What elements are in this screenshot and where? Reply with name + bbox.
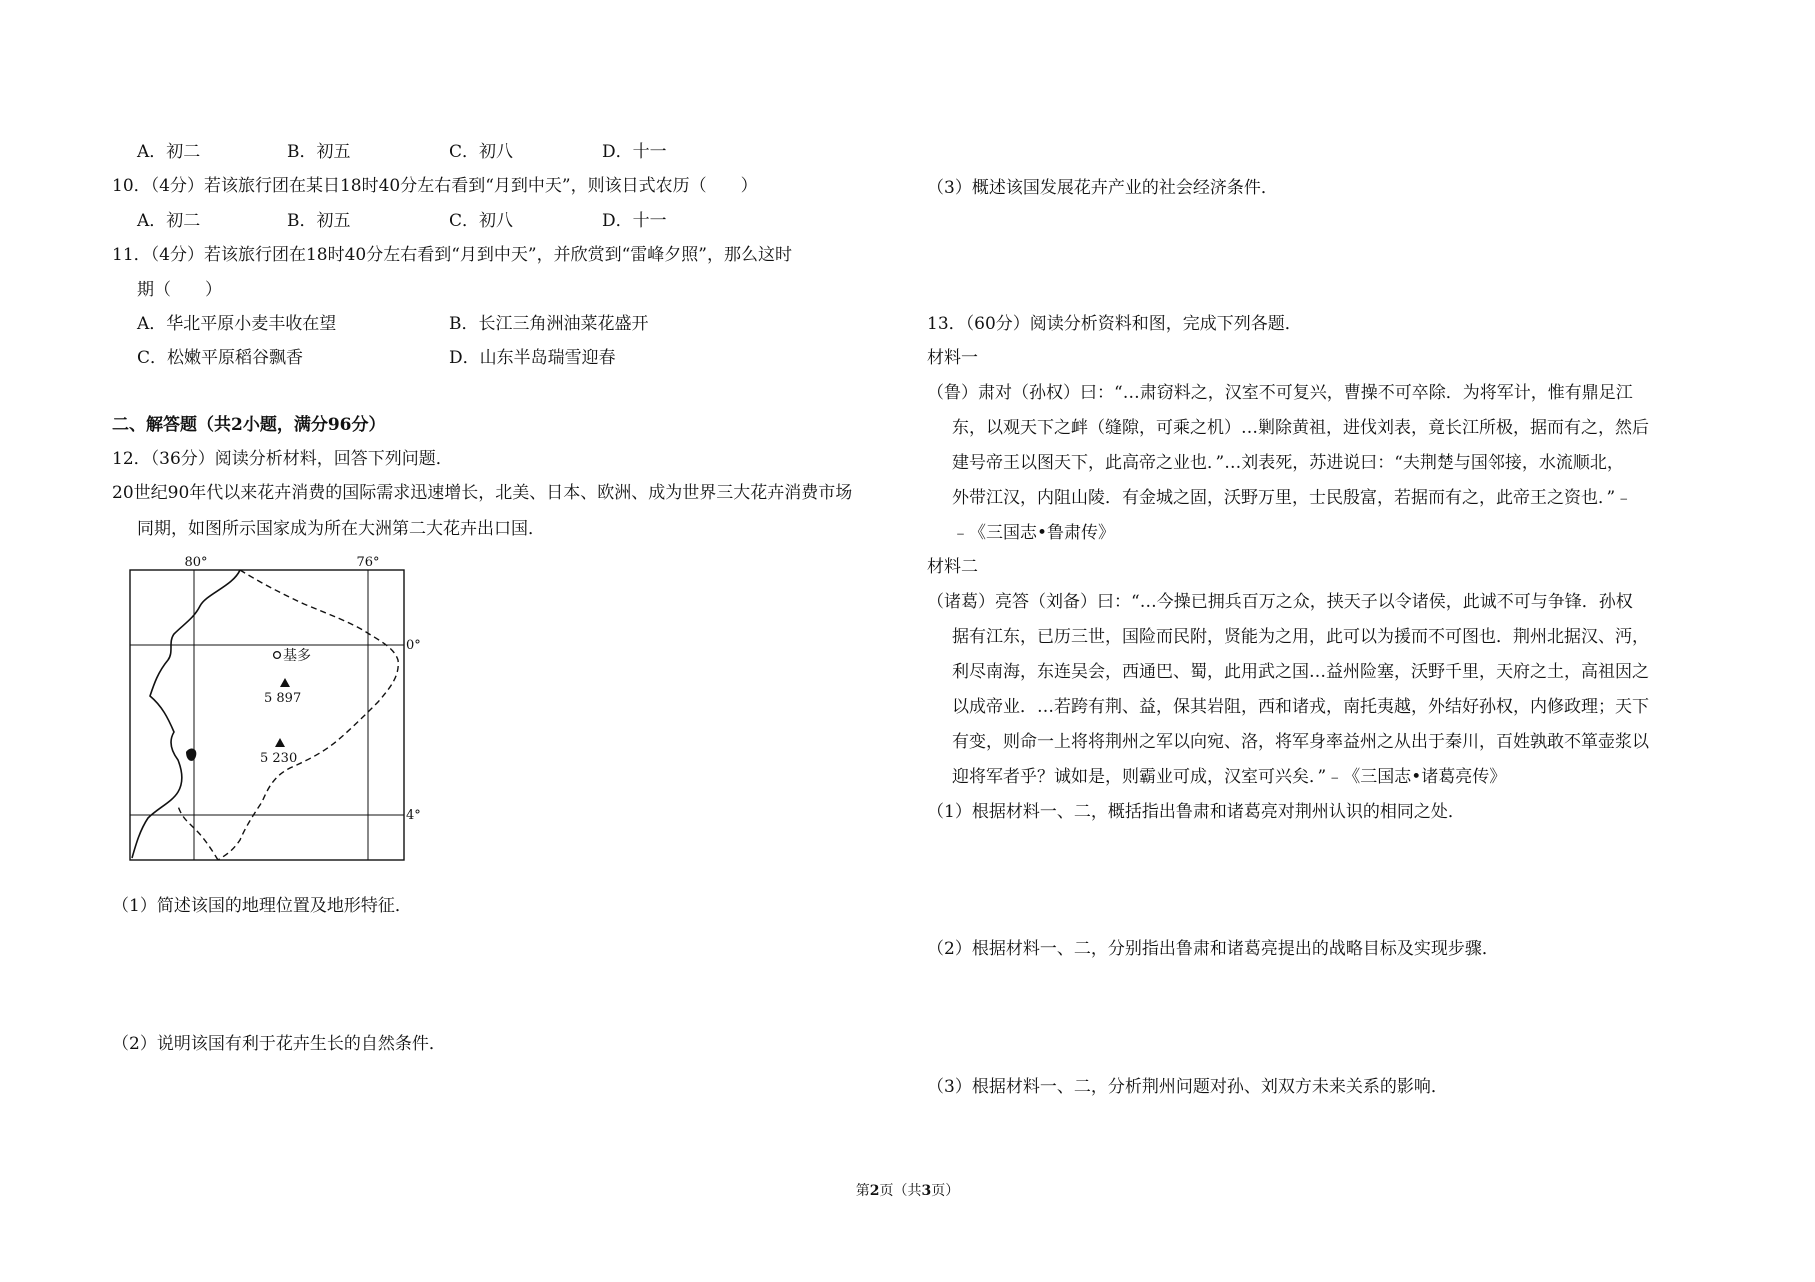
material-2-label: 材料二 bbox=[927, 557, 978, 577]
material-2-line: 利尽南海，东连吴会，西通巴、蜀，此用武之国…益州险塞，沃野千里，天府之土，高祖因之 bbox=[952, 662, 1649, 682]
peak-label-2: 5 230 bbox=[260, 751, 298, 766]
q10-option-d: D．十一 bbox=[602, 211, 667, 231]
material-2-line: 有变，则命一上将将荆州之军以向宛、洛，将军身率益州之从出于秦川，百姓孰敢不箪壶浆以 bbox=[952, 732, 1649, 752]
q13-sub3: （3）根据材料一、二，分析荆州问题对孙、刘双方未来关系的影响． bbox=[927, 1077, 1448, 1097]
peak-marker-2 bbox=[275, 738, 285, 747]
q12-title: 12．（36分）阅读分析材料，回答下列问题． bbox=[112, 449, 453, 469]
q9-option-c: C．初八 bbox=[449, 142, 514, 162]
lat-label-4: 4° bbox=[406, 808, 421, 823]
footer-suffix: 页） bbox=[931, 1183, 960, 1199]
section-heading: 二、解答题（共2小题，满分96分） bbox=[112, 415, 386, 435]
page-footer bbox=[0, 1180, 1815, 1200]
q11-line2: 期（ ） bbox=[137, 280, 222, 300]
material-2-line: 以成帝业．…若跨有荆、益，保其岩阻，西和诸戎，南托夷越，外结好孙权，内修政理；天下 bbox=[952, 697, 1649, 717]
q12-paragraph-line2: 同期，如图所示国家成为所在大洲第二大花卉出口国． bbox=[137, 519, 545, 539]
q12-sub2: （2）说明该国有利于花卉生长的自然条件． bbox=[112, 1034, 446, 1054]
q12-paragraph-line1: 20世纪90年代以来花卉消费的国际需求迅速增长，北美、日本、欧洲、成为世界三大花卉消费市场 bbox=[112, 483, 853, 503]
q10-option-b: B．初五 bbox=[287, 211, 351, 231]
material-2-line: 迎将军者乎？诚如是，则霸业可成，汉室可兴矣．”﹣《三国志•诸葛亮传》 bbox=[952, 767, 1507, 787]
material-1-line: 外带江汉，内阻山陵．有金城之固，沃野万里，士民殷富，若据而有之，此帝王之资也．”﹣ bbox=[952, 488, 1633, 508]
peak-label-1: 5 897 bbox=[264, 691, 302, 706]
q9-option-a: A．初二 bbox=[137, 142, 201, 162]
footer-middle: 页（共 bbox=[879, 1183, 922, 1199]
q13-title: 13．（60分）阅读分析资料和图，完成下列各题． bbox=[927, 314, 1302, 334]
map-frame bbox=[130, 570, 404, 860]
national-border bbox=[218, 570, 398, 860]
q10-text: 10．（4分）若该旅行团在某日18时40分左右看到“月到中天”，则该日式农历（ ） bbox=[112, 176, 758, 196]
material-2-line: （诸葛）亮答（刘备）曰：“…今操已拥兵百万之众，挟天子以令诸侯，此诚不可与争锋．孙权 bbox=[927, 592, 1633, 612]
material-1-line: （鲁）肃对（孙权）曰：“…肃窃料之，汉室不可复兴，曹操不可卒除．为将军计，惟有鼎足江 bbox=[927, 383, 1633, 403]
lon-label-80: 80° bbox=[184, 556, 208, 570]
material-2-line: 据有江东，已历三世，国险而民附，贤能为之用，此可以为援而不可图也．荆州北据汉、沔， bbox=[952, 627, 1649, 647]
material-1-line: 东，以观天下之衅（缝隙，可乘之机）…剿除黄祖，进伐刘表，竟长江所极，据而有之，然后 bbox=[952, 418, 1649, 438]
material-1-source: ﹣《三国志•鲁肃传》 bbox=[952, 523, 1116, 543]
q12-sub1: （1）简述该国的地理位置及地形特征． bbox=[112, 896, 412, 916]
q10-option-a: A．初二 bbox=[137, 211, 201, 231]
peak-marker-1 bbox=[280, 678, 290, 687]
material-1-line: 建号帝王以图天下，此高帝之业也．”…刘表死，苏进说曰：“夫荆楚与国邻接，水流顺北， bbox=[952, 453, 1624, 473]
footer-page-number: 2 bbox=[869, 1183, 880, 1199]
lat-label-0: 0° bbox=[406, 638, 421, 653]
q9-option-d: D．十一 bbox=[602, 142, 667, 162]
q9-option-b: B．初五 bbox=[287, 142, 351, 162]
capital-marker bbox=[274, 652, 281, 659]
southern-border bbox=[178, 806, 218, 860]
country-map bbox=[128, 556, 428, 862]
q11-option-d: D．山东半岛瑞雪迎春 bbox=[449, 348, 616, 368]
islet bbox=[186, 749, 196, 761]
q10-option-c: C．初八 bbox=[449, 211, 514, 231]
q11-option-b: B．长江三角洲油菜花盛开 bbox=[449, 314, 649, 334]
material-1-label: 材料一 bbox=[927, 348, 978, 368]
q13-sub2: （2）根据材料一、二，分别指出鲁肃和诸葛亮提出的战略目标及实现步骤． bbox=[927, 939, 1499, 959]
q11-line1: 11．（4分）若该旅行团在18时40分左右看到“月到中天”，并欣赏到“雷峰夕照”，那么这时 bbox=[112, 245, 792, 265]
q13-sub1: （1）根据材料一、二，概括指出鲁肃和诸葛亮对荆州认识的相同之处． bbox=[927, 802, 1465, 822]
lon-label-76: 76° bbox=[356, 556, 380, 570]
q12-sub3: （3）概述该国发展花卉产业的社会经济条件． bbox=[927, 178, 1278, 198]
q11-option-a: A．华北平原小麦丰收在望 bbox=[137, 314, 337, 334]
q11-option-c: C．松嫩平原稻谷飘香 bbox=[137, 348, 304, 368]
footer-prefix: 第 bbox=[855, 1183, 870, 1199]
city-label: 基多 bbox=[283, 648, 311, 664]
footer-total-pages: 3 bbox=[921, 1183, 932, 1199]
